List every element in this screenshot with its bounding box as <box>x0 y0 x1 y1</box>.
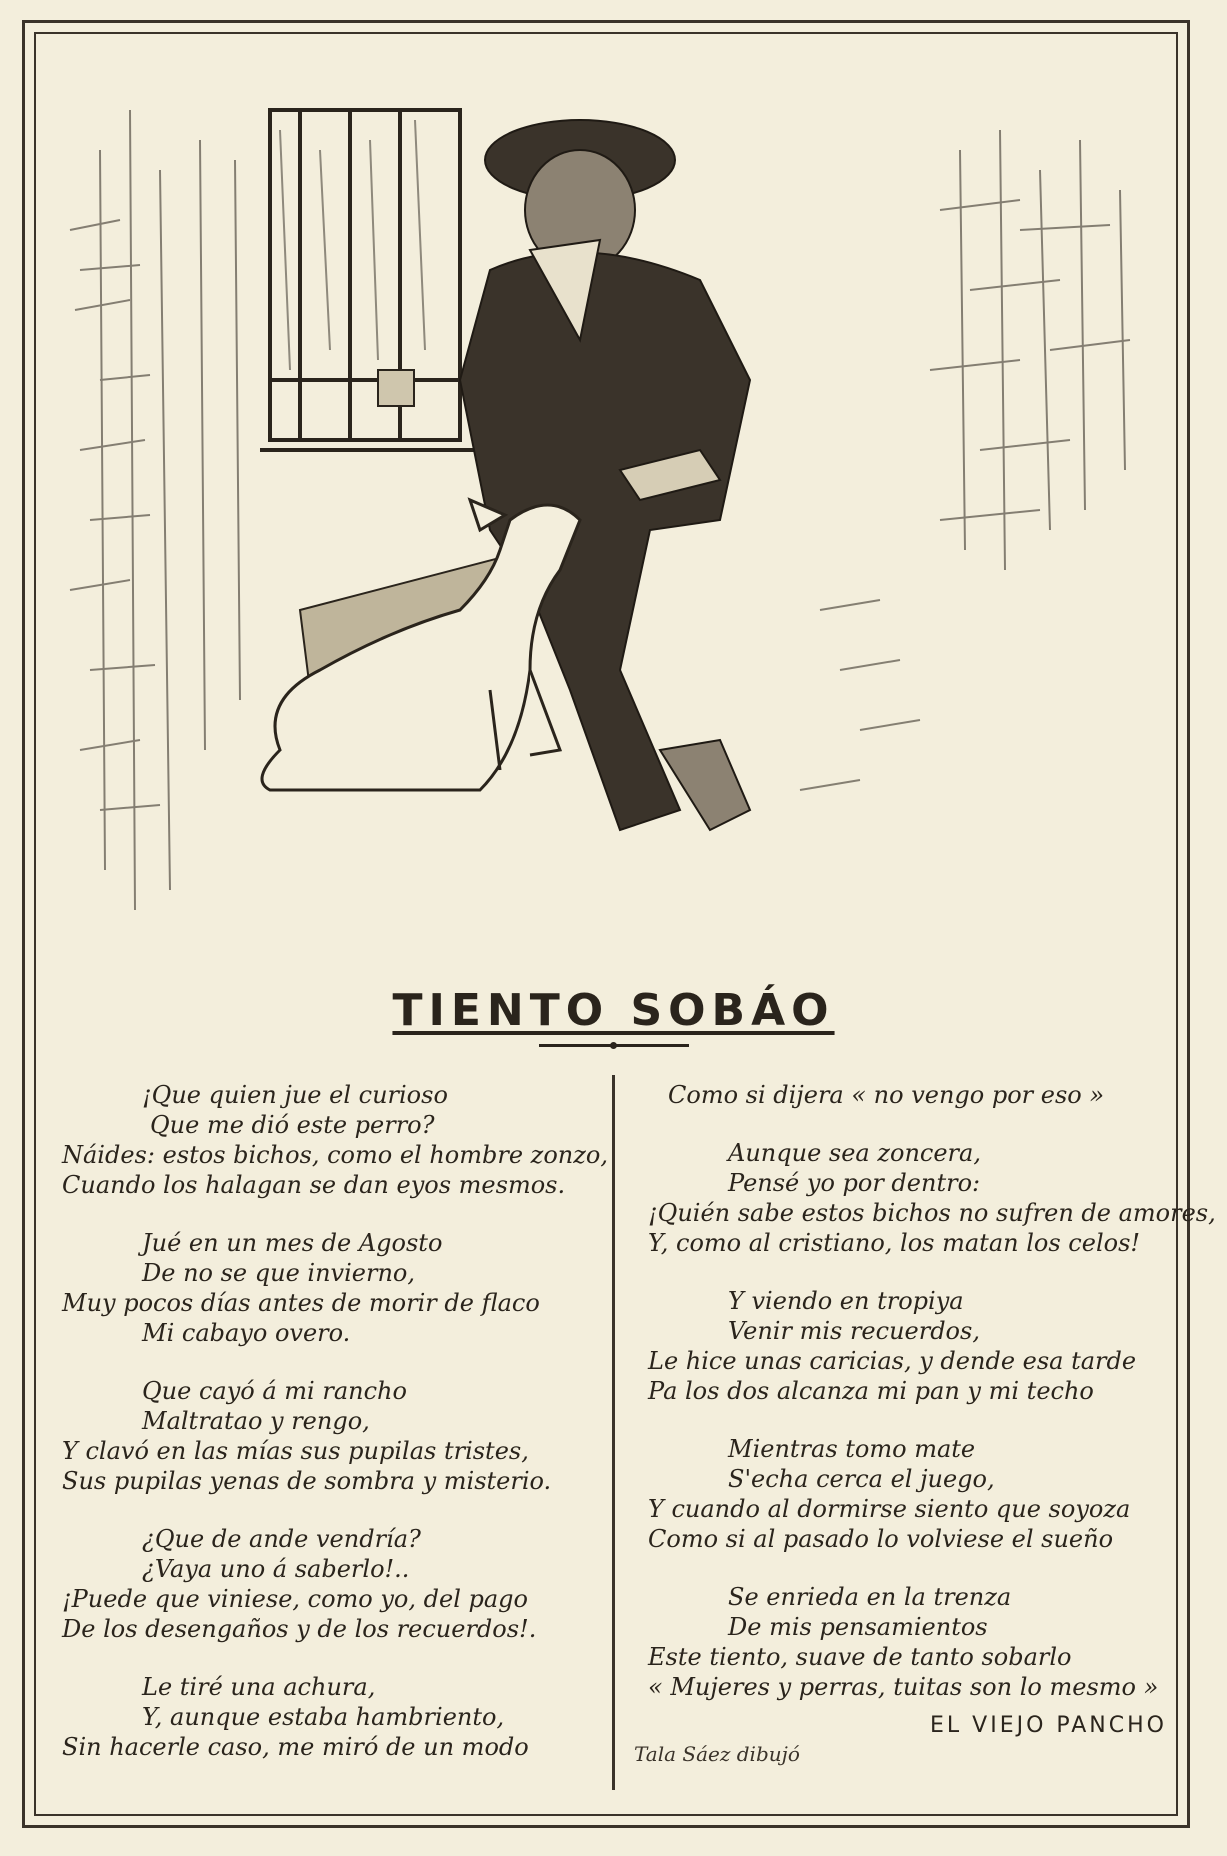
stanza <box>62 1672 602 1762</box>
verse-line: Se enrieda en la trenza <box>728 1583 1012 1611</box>
left-column <box>62 1080 608 1790</box>
verse-line: Este tiento, suave de tanto sobarlo <box>648 1643 1072 1671</box>
verse-line: Como si dijera « no vengo por eso » <box>668 1081 1105 1109</box>
stanza <box>648 1286 1173 1406</box>
stanza <box>648 1138 1216 1258</box>
verse-line: ¿Que de ande vendría? <box>142 1525 421 1553</box>
right-column <box>648 1080 1216 1730</box>
gaucho-and-dog-illustration <box>60 50 1170 950</box>
verse-line: S'echa cerca el juego, <box>728 1465 995 1493</box>
author-signature: EL VIEJO PANCHO <box>930 1713 1167 1738</box>
artist-credit: Tala Sáez dibujó <box>634 1742 800 1766</box>
verse-line: Náides: estos bichos, como el hombre zonzo, <box>62 1141 608 1169</box>
verse-line: Sin hacerle caso, me miró de un modo <box>62 1733 529 1761</box>
poem-title: TIENTO SOBÁO <box>392 985 835 1036</box>
verse-line: ¡Que quien jue el curioso <box>142 1081 448 1109</box>
verse-line: Le tiré una achura, <box>142 1673 376 1701</box>
title-block <box>0 985 1227 1047</box>
verse-line: Le hice unas caricias, y dende esa tarde <box>648 1347 1137 1375</box>
verse-line: Y, aunque estaba hambriento, <box>142 1703 505 1731</box>
verse-line: Y, como al cristiano, los matan los celos! <box>648 1229 1141 1257</box>
verse-line: De los desengaños y de los recuerdos!. <box>62 1615 537 1643</box>
stanza <box>648 1080 1173 1110</box>
stanza <box>648 1582 1173 1702</box>
verse-line: Que me dió este perro? <box>150 1111 435 1139</box>
verse-line: Como si al pasado lo volviese el sueño <box>648 1525 1114 1553</box>
verse-line: Maltratao y rengo, <box>142 1407 370 1435</box>
column-divider <box>612 1075 615 1790</box>
verse-line: Que cayó á mi rancho <box>142 1377 407 1405</box>
stanza <box>62 1376 602 1496</box>
verse-line: Y cuando al dormirse siento que soyoza <box>648 1495 1131 1523</box>
verse-line: De no se que invierno, <box>142 1259 415 1287</box>
verse-line: ¡Puede que viniese, como yo, del pago <box>62 1585 528 1613</box>
verse-line: Y viendo en tropiya <box>728 1287 964 1315</box>
stanza <box>648 1434 1173 1554</box>
verse-line: Muy pocos días antes de morir de flaco <box>62 1289 540 1317</box>
verse-line: « Mujeres y perras, tuitas son lo mesmo » <box>648 1673 1159 1701</box>
verse-line: Mi cabayo overo. <box>142 1319 351 1347</box>
verse-line: Jué en un mes de Agosto <box>142 1229 443 1257</box>
verse-line: De mis pensamientos <box>728 1613 988 1641</box>
stanza <box>62 1080 608 1200</box>
verse-line: Pensé yo por dentro: <box>728 1169 981 1197</box>
verse-line: ¿Vaya uno á saberlo!.. <box>142 1555 410 1583</box>
verse-line: Mientras tomo mate <box>728 1435 976 1463</box>
title-underline-ornament <box>539 1044 689 1047</box>
stanza <box>62 1228 602 1348</box>
verse-line: ¡Quién sabe estos bichos no sufren de amores, <box>648 1199 1216 1227</box>
verse-line: Pa los dos alcanza mi pan y mi techo <box>648 1377 1094 1405</box>
stanza <box>62 1524 602 1644</box>
verse-line: Sus pupilas yenas de sombra y misterio. <box>62 1467 552 1495</box>
verse-line: Aunque sea zoncera, <box>728 1139 981 1167</box>
verse-line: Cuando los halagan se dan eyos mesmos. <box>62 1171 566 1199</box>
verse-line: Y clavó en las mías sus pupilas tristes, <box>62 1437 529 1465</box>
verse-line: Venir mis recuerdos, <box>728 1317 980 1345</box>
